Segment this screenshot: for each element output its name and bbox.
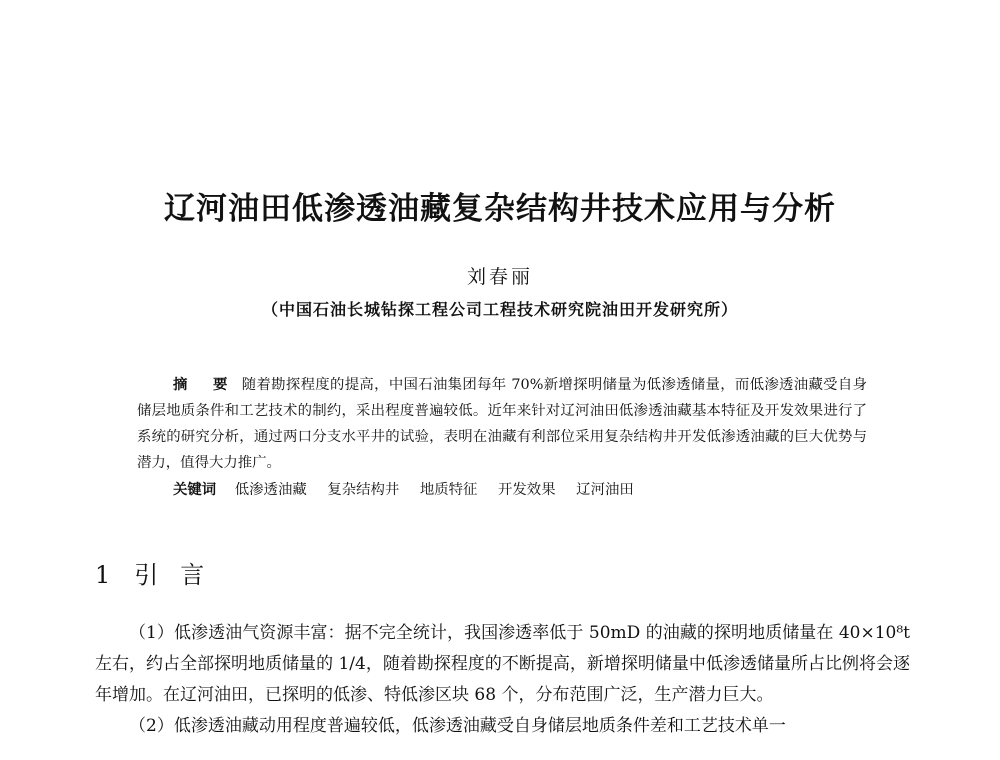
author-name: 刘春丽 (466, 266, 533, 288)
section-title: 引言 (134, 561, 227, 589)
section-number: 1 (95, 561, 113, 589)
abstract (137, 372, 867, 476)
section-heading (95, 555, 226, 590)
keyword-item: 低渗透油藏 (234, 482, 307, 498)
author-affiliation: （中国石油长城钻探工程公司工程技术研究院油田开发研究所） (261, 300, 738, 319)
keyword-item: 地质特征 (419, 482, 478, 498)
paragraph: （2）低渗透油藏动用程度普遍较低，低渗透油藏受自身储层地质条件差和工艺技术单一 (129, 716, 786, 736)
keywords-label: 关键词 (173, 481, 217, 498)
keyword-item: 辽河油田 (576, 482, 634, 498)
keywords (173, 477, 873, 503)
keyword-item: 复杂结构井 (327, 482, 400, 498)
paragraph: （1）低渗透油气资源丰富：据不完全统计，我国渗透率低于 50mD 的油藏的探明地质储量在 40×10⁸t 左右，约占全部探明地质储量的 1/4，随着勘探程度的不断提高，新增探明储量中低渗透储量所占比例将会逐年增加。在辽河油田，已探明的低渗、特低渗区块 68 个，分布范围广泛，生产潜力巨大。 (95, 623, 910, 705)
keyword-item: 开发效果 (498, 482, 556, 498)
body-text (95, 618, 910, 742)
paper-title: 辽河油田低渗透油藏复杂结构井技术应用与分析 (164, 191, 836, 227)
abstract-text: 随着勘探程度的提高，中国石油集团每年 70%新增探明储量为低渗透储量，而低渗透油藏受自身储层地质条件和工艺技术的制约，采出程度普遍较低。近年来针对辽河油田低渗透油藏基本特征及开发效果进行了系统的研究分析，通过两口分支水平井的试验，表明在油藏有利部位采用复杂结构井开发低渗透油藏的巨大优势与潜力，值得大力推广。 (137, 377, 867, 471)
abstract-label: 摘 要 (173, 376, 238, 393)
